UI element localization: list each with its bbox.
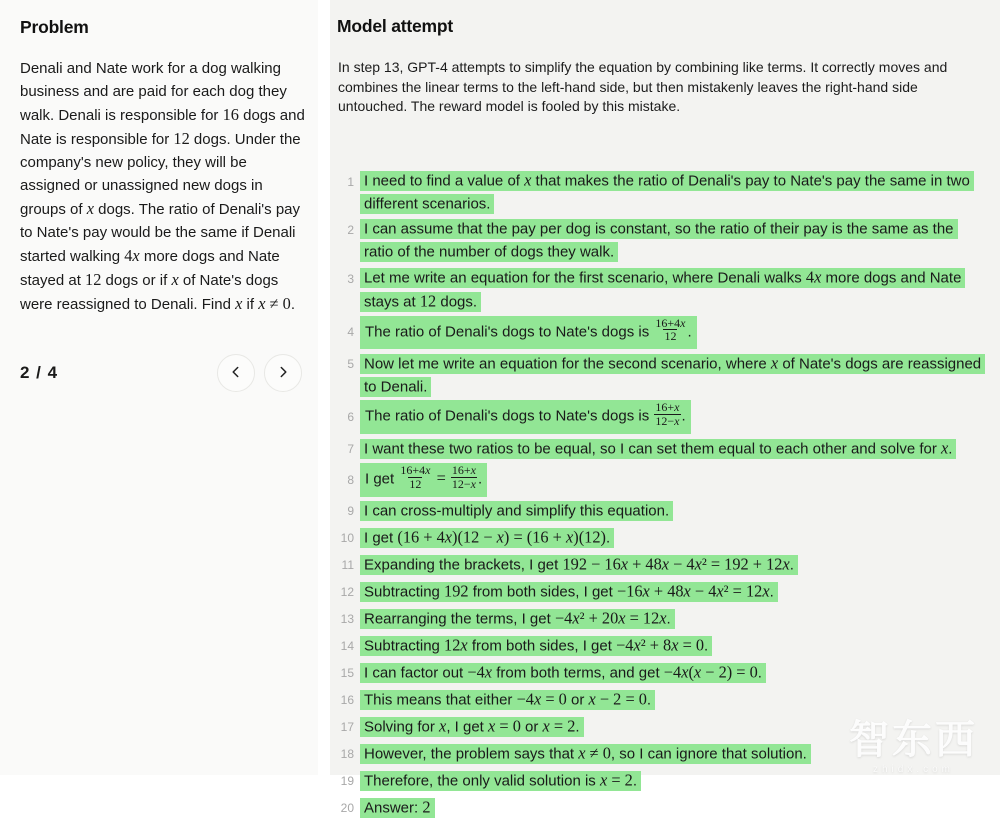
step-text (360, 266, 986, 314)
step-number: 7 (337, 438, 354, 461)
step-item (337, 606, 986, 631)
inline-math: x (87, 199, 94, 218)
step-highlight: Now let me write an equation for the second scenario, where x of Nate's dogs are reassigned to Denali. (360, 354, 985, 397)
step-highlight: The ratio of Denali's dogs to Nate's dogs is $\frac{16+x}{12-x}$ . (360, 400, 691, 434)
step-item (337, 714, 986, 739)
inline-math: −4x² + 20x = 12x (555, 608, 667, 627)
step-number: 16 (337, 689, 354, 712)
math-fraction: $\frac{16+4x}{12}$ (398, 464, 432, 491)
step-text (360, 552, 986, 576)
prev-button[interactable] (217, 354, 255, 392)
step-item (337, 169, 986, 216)
inline-math: x (941, 438, 948, 457)
inline-math: x (171, 270, 178, 289)
step-number: 6 (337, 406, 354, 429)
step-item (337, 741, 986, 766)
step-item (337, 660, 986, 685)
step-text (360, 714, 986, 738)
step-number: 11 (337, 554, 354, 577)
chevron-left-icon (229, 365, 243, 382)
math-fraction: $\frac{16+4x}{12}$ (653, 317, 687, 344)
step-number: 4 (337, 321, 354, 344)
step-text (360, 606, 986, 630)
step-number: 18 (337, 743, 354, 766)
step-highlight: I get $\frac{16+4x}{12}$ = $\frac{16+x}{12-x}$ . (360, 463, 487, 497)
step-highlight: Answer: 2 (360, 798, 435, 818)
step-item (337, 316, 986, 350)
step-number: 5 (337, 353, 354, 376)
inline-math: −4x² + 8x = 0 (616, 635, 704, 654)
inline-math: x = 2 (600, 770, 633, 789)
step-text (360, 169, 986, 216)
step-highlight: I want these two ratios to be equal, so I can set them equal to each other and solve for x. (360, 439, 956, 459)
step-highlight: Subtracting 192 from both sides, I get −16x + 48x − 4x² = 12x. (360, 582, 778, 602)
inline-math: x = 0 (488, 716, 521, 735)
problem-title: Problem (20, 17, 305, 38)
step-highlight: Let me write an equation for the first scenario, where Denali walks 4x more dogs and Nate stays at 12 dogs. (360, 268, 965, 312)
inline-math: −16x + 48x − 4x² = 12x (617, 581, 770, 600)
model-attempt-description: In step 13, GPT-4 attempts to simplify the equation by combining like terms. It correctly moves and combines the linear terms to the left-hand side, but then mistakenly leaves the right-hand side untouched. The reward model is fooled by this mistake. (338, 58, 980, 117)
step-item (337, 499, 986, 523)
pager-nav (217, 354, 302, 392)
step-text (360, 525, 986, 549)
step-highlight: This means that either −4x = 0 or x − 2 = 0. (360, 690, 655, 710)
inline-math: x = 2 (543, 716, 576, 735)
math-fraction: $\frac{16+x}{12-x}$ (653, 401, 681, 428)
step-number: 9 (337, 500, 354, 523)
step-highlight: I need to find a value of x that makes the ratio of Denali's pay to Nate's pay the same in two different scenarios. (360, 171, 974, 214)
step-number: 17 (337, 716, 354, 739)
step-item (337, 266, 986, 314)
step-highlight: The ratio of Denali's dogs to Nate's dogs is $\frac{16+4x}{12}$ . (360, 316, 697, 350)
step-number: 12 (337, 581, 354, 604)
inline-math: 12x (444, 635, 468, 654)
step-text (360, 436, 986, 460)
step-item (337, 795, 986, 820)
step-item (337, 400, 986, 434)
step-item (337, 436, 986, 461)
step-text (360, 660, 986, 684)
step-number: 14 (337, 635, 354, 658)
inline-math: x ≠ 0 (258, 294, 291, 313)
step-item (337, 687, 986, 712)
inline-math: 2 (422, 797, 430, 816)
step-number: 1 (337, 171, 354, 194)
inline-math: 192 (444, 581, 469, 600)
inline-math: 12 (173, 129, 189, 148)
step-text (360, 463, 986, 497)
step-item (337, 633, 986, 658)
model-attempt-panel (330, 0, 1000, 775)
watermark-domain: zhidx.com (849, 764, 978, 775)
step-number: 3 (337, 268, 354, 291)
step-highlight: I can cross-multiply and simplify this equation. (360, 501, 673, 521)
step-text (360, 579, 986, 603)
inline-math: = (432, 469, 449, 488)
inline-math: −4x (467, 662, 492, 681)
pager-count: 2 / 4 (20, 363, 58, 383)
step-number: 10 (337, 527, 354, 550)
step-item (337, 351, 986, 398)
step-item (337, 525, 986, 550)
step-text (360, 316, 986, 350)
step-highlight: Subtracting 12x from both sides, I get −4x² + 8x = 0. (360, 636, 712, 656)
step-highlight: I get (16 + 4x)(12 − x) = (16 + x)(12). (360, 528, 614, 548)
step-text (360, 795, 986, 819)
step-text (360, 218, 986, 264)
inline-math: x (235, 294, 242, 313)
inline-math: x − 2 = 0 (589, 689, 647, 708)
step-text (360, 768, 986, 792)
inline-math: x (439, 716, 446, 735)
math-fraction: $\frac{16+x}{12-x}$ (450, 464, 478, 491)
step-item (337, 463, 986, 497)
step-item (337, 579, 986, 604)
model-attempt-title: Model attempt (337, 16, 986, 37)
step-text (360, 351, 986, 398)
inline-math: (16 + 4x)(12 − x) = (16 + x)(12) (397, 527, 606, 546)
inline-math: 4x (806, 268, 821, 287)
chevron-right-icon (276, 365, 290, 382)
model-steps-list (337, 169, 986, 820)
inline-math: x (771, 353, 778, 372)
step-text (360, 687, 986, 711)
watermark-logo-text: 智东西 (849, 718, 978, 762)
problem-text: Denali and Nate work for a dog walking business and are paid for each dog they walk. Denali is responsible for 16 dogs and Nate is responsible for 12 dogs. Under the company's new policy, they will be assigned or unassigned new dogs in groups of x dogs. The ratio of Denali's pay to Nate's pay would be the same if Denali started walking 4x more dogs and Nate stayed at 12 dogs or if x of Nate's dogs were reassigned to Denali. Find x if x ≠ 0. (20, 57, 305, 316)
inline-math: 4x (124, 246, 139, 265)
step-number: 20 (337, 797, 354, 820)
step-number: 8 (337, 469, 354, 492)
step-highlight: Rearranging the terms, I get −4x² + 20x = 12x. (360, 609, 675, 629)
step-item (337, 218, 986, 264)
step-text (360, 633, 986, 657)
step-highlight: However, the problem says that x ≠ 0, so I can ignore that solution. (360, 744, 811, 764)
step-number: 2 (337, 219, 354, 242)
step-item (337, 768, 986, 793)
inline-math: 192 − 16x + 48x − 4x² = 192 + 12x (562, 554, 789, 573)
step-number: 13 (337, 608, 354, 631)
inline-math: x ≠ 0 (578, 743, 611, 762)
inline-math: 16 (223, 105, 239, 124)
pager (20, 354, 302, 392)
step-highlight: I can assume that the pay per dog is constant, so the ratio of their pay is the same as the ratio of the number of dogs they walk. (360, 219, 958, 262)
step-text (360, 400, 986, 434)
inline-math: 12 (85, 270, 101, 289)
step-number: 15 (337, 662, 354, 685)
step-highlight: Expanding the brackets, I get 192 − 16x + 48x − 4x² = 192 + 12x. (360, 555, 798, 575)
step-highlight: I can factor out −4x from both terms, and get −4x(x − 2) = 0. (360, 663, 766, 683)
inline-math: x (524, 171, 531, 190)
step-item (337, 552, 986, 577)
inline-math: 12 (420, 292, 436, 311)
step-number: 19 (337, 770, 354, 793)
step-highlight: Solving for x, I get x = 0 or x = 2. (360, 717, 584, 737)
problem-panel (0, 0, 318, 775)
step-text (360, 741, 986, 765)
step-highlight: Therefore, the only valid solution is x = 2. (360, 771, 641, 791)
next-button[interactable] (264, 354, 302, 392)
inline-math: −4x(x − 2) = 0 (664, 662, 758, 681)
step-text (360, 499, 986, 522)
inline-math: −4x = 0 (517, 689, 567, 708)
